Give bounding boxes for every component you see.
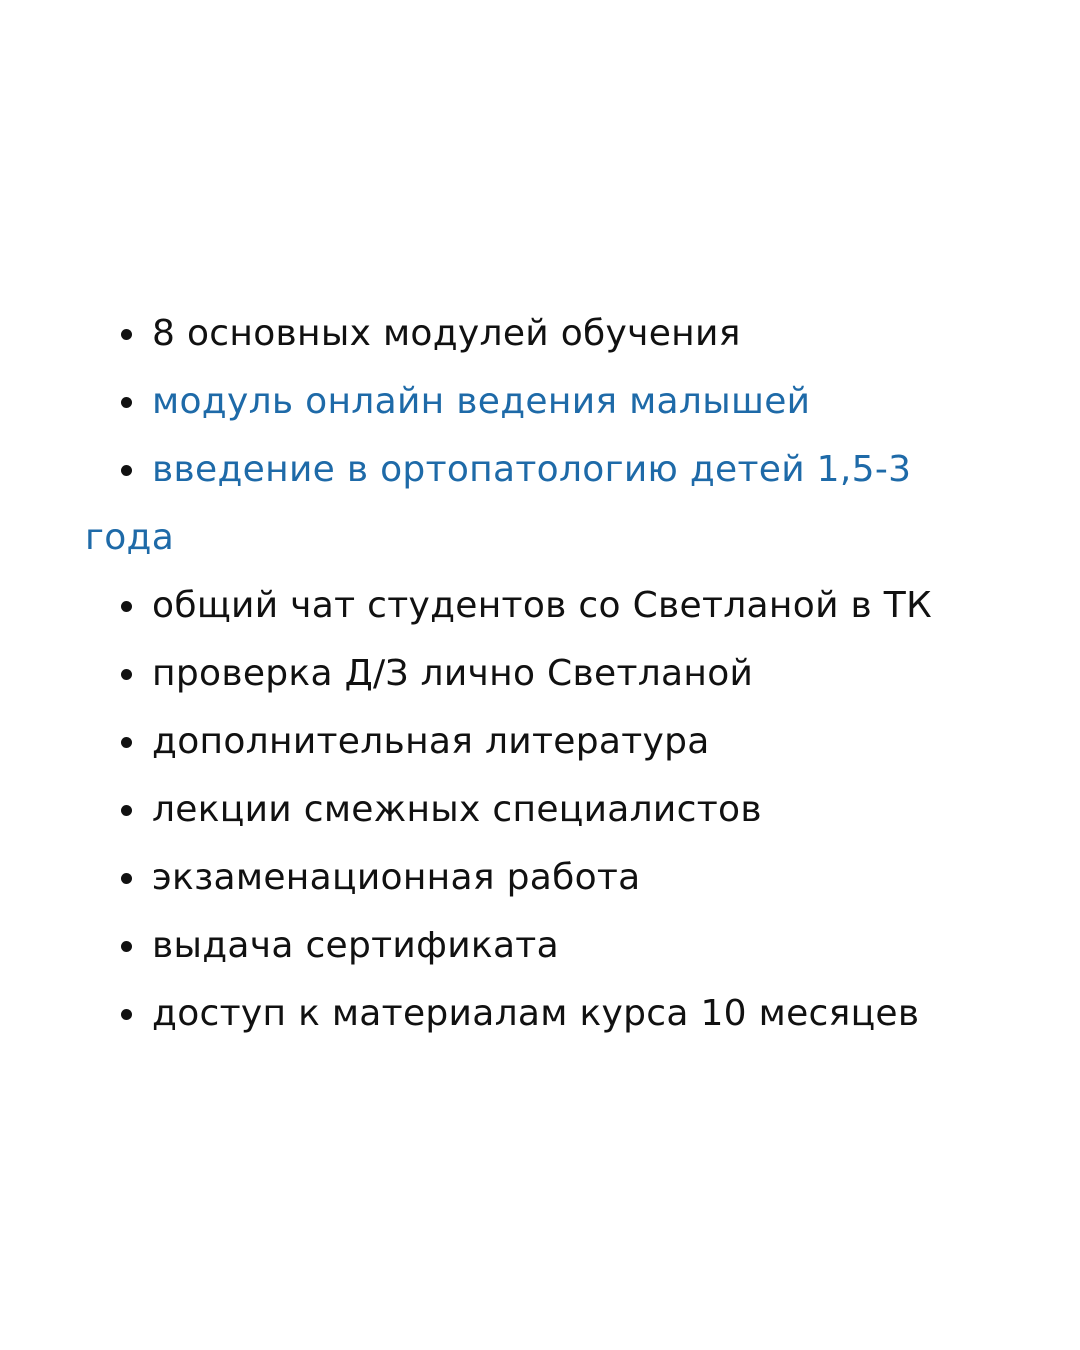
list-item (85, 572, 1045, 640)
list-item-text: проверка Д/З лично Светланой (152, 653, 754, 694)
list-item (85, 436, 1045, 504)
bullet-icon (121, 397, 132, 408)
list-item (85, 776, 1045, 844)
bullet-icon (121, 1009, 132, 1020)
list-item (85, 368, 1045, 436)
list-item-text: модуль онлайн ведения малышей (152, 381, 811, 422)
list-item (85, 980, 1045, 1048)
list-item-text: лекции смежных специалистов (152, 789, 762, 830)
list-item-text: дополнительная литература (152, 721, 710, 762)
list-item-text: экзаменационная работа (152, 857, 641, 898)
bullet-icon (121, 805, 132, 816)
list-item-text: выдача сертификата (152, 925, 559, 966)
bullet-icon (121, 601, 132, 612)
list-item (85, 912, 1045, 980)
bullet-icon (121, 329, 132, 340)
list-item (85, 708, 1045, 776)
bullet-icon (121, 873, 132, 884)
list-item-continuation: года (85, 517, 175, 558)
list-item (85, 300, 1045, 368)
list-item-text: доступ к материалам курса 10 месяцев (152, 993, 920, 1034)
feature-list (85, 300, 1045, 1048)
bullet-icon (121, 941, 132, 952)
list-item (85, 640, 1045, 708)
bullet-icon (121, 669, 132, 680)
list-item-text: введение в ортопатологию детей 1,5-3 (152, 449, 912, 490)
bullet-icon (121, 465, 132, 476)
bullet-icon (121, 737, 132, 748)
list-item-text: общий чат студентов со Светланой в ТК (152, 585, 932, 626)
list-item-text: 8 основных модулей обучения (152, 313, 741, 354)
list-item (85, 844, 1045, 912)
